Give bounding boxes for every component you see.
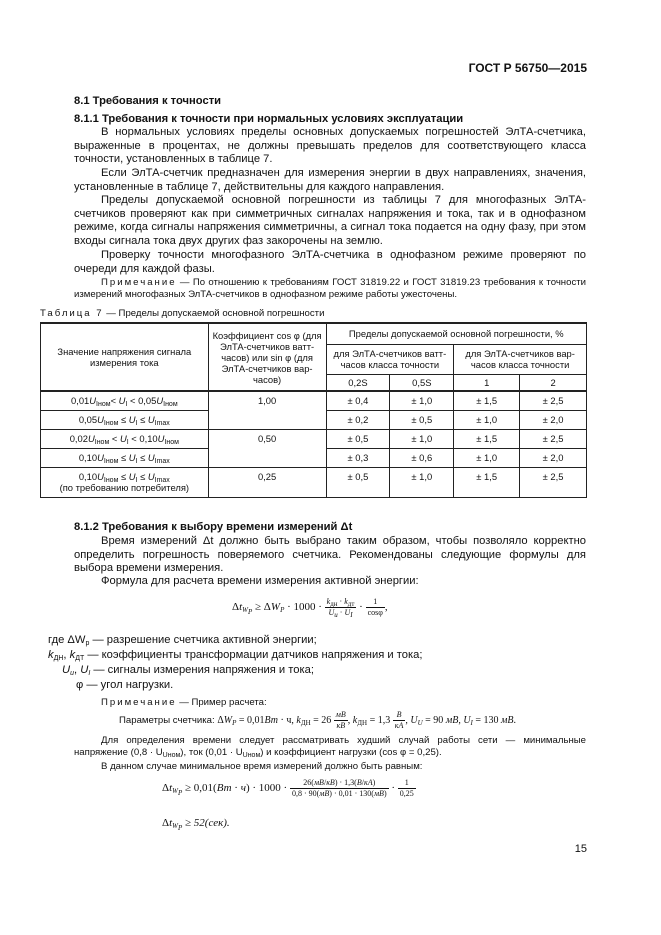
value-cell: ± 1,5 <box>454 391 520 410</box>
params-label: Параметры счетчика: <box>119 714 215 726</box>
text: ), ток (0,01 · U <box>180 747 243 759</box>
value-cell: ± 0,3 <box>326 448 390 467</box>
value-cell: ± 2,0 <box>520 410 587 429</box>
value-cell: ± 0,5 <box>390 410 454 429</box>
table-caption-text: — Пределы допускаемой основной погрешности <box>103 308 325 319</box>
header-wh: для ЭлТА-счетчиков ватт-часов класса точности <box>326 344 454 374</box>
class-cell: 0,2S <box>326 374 390 391</box>
header-coefficient: Коэффициент cos φ (для ЭлТА-счетчиков ватт-часов) или sin φ (для ЭлТА-счетчиков вар-часов) <box>208 323 326 391</box>
note-label: Примечание <box>101 697 177 708</box>
formula-active-energy: $\Delta t_{W_P} \ge \Delta W_P \cdot 1000$ · $\frac{k_{дн} \cdot k_{дт}}{U_u \cdot U_I}$ · $\frac{1}{\cos\varphi}$ , <box>232 597 388 619</box>
page-number: 15 <box>574 843 587 855</box>
definition-text: — разрешение счетчика активной энергии; <box>89 634 317 646</box>
signal-cell: $0,01U_{Iном}< U_I < 0,05U_{Iном}$ <box>41 391 209 410</box>
value-cell: ± 1,5 <box>454 429 520 448</box>
note-text: — Пример расчета: <box>176 697 267 708</box>
table-caption <box>40 308 324 320</box>
definition-text: — сигналы измерения напряжения и тока; <box>90 664 314 676</box>
text: Для определения времени следует рассматривать худший случай работы сети — минимальные напряжение (0,8 · U <box>74 735 586 759</box>
class-cell: 1 <box>454 374 520 391</box>
table-row <box>41 467 587 497</box>
text: ) и коэффициент нагрузки (cos φ = 0,25). <box>260 747 442 759</box>
formula-example: $\Delta t_{W_P} \ge 0,01(Вт \cdot ч) \cdot 1000$ · $\frac{26(мВ/кВ) \cdot 1,3(В/кА)}{0,8 \cdot 90(мВ) \cdot 0,01 \cdot 130(мВ)}$ · $\frac{1}{0,25}$ <box>162 778 414 798</box>
coef-cell: 0,25 <box>208 467 326 497</box>
value-cell: ± 2,5 <box>520 391 587 410</box>
result-text: ≥ 52(сек). <box>185 817 230 829</box>
value-cell: ± 0,2 <box>326 410 390 429</box>
signal-cell: $0,10U_{Iном} \le U_I \le U_{Imax}$ (по требованию потребителя) <box>41 467 209 497</box>
note-label: Примечание <box>101 277 177 288</box>
definition-text: — коэффициенты трансформации датчиков напряжения и тока; <box>84 649 423 661</box>
value-cell: ± 0,5 <box>326 467 390 497</box>
value-cell: ± 1,5 <box>454 467 520 497</box>
paragraph: Пределы допускаемой основной погрешности из таблицы 7 для многофазных ЭлТА-счетчиков проверяют как при симметричных сигналах напряжения и тока, так и в однофазном режиме, когда сигналы напряжения симметричны, а сигнал тока подается на одну фазу, при этом входы сигнала тока двух других фаз закорочены на землю. <box>74 194 586 247</box>
definitions <box>48 633 422 693</box>
table-row <box>41 429 587 448</box>
definition-line: φ — угол нагрузки. <box>76 679 174 691</box>
section-8-1-title: 8.1 Требования к точности <box>74 95 222 107</box>
value-cell: ± 0,6 <box>390 448 454 467</box>
section-8-1-2-title: 8.1.2 Требования к выбору времени измерений Δt <box>74 521 353 533</box>
value-cell: ± 1,0 <box>390 467 454 497</box>
value-cell: ± 2,5 <box>520 467 587 497</box>
value-cell: ± 1,0 <box>390 429 454 448</box>
value-cell: ± 1,0 <box>390 391 454 410</box>
formula-result: $\Delta t_{W_P} \ge 52(сек)$. <box>162 817 230 832</box>
meter-parameters: Параметры счетчика: $\Delta W_P = 0,01Вт \cdot ч$, $k_{ДН} = 26$ $\frac{мВ}{кВ}$ , $k_{ДН} = 1,3$ $\frac{В}{кА}$ , $U_U = 90$ мВ, $U_I = 130$ мВ. <box>119 710 517 730</box>
paragraph: Время измерений Δt должно быть выбрано таким образом, чтобы позволяло корректно определить погрешность поверяемого счетчика. Рекомендованы следующие формулы для выбора времени измерения. <box>74 535 586 575</box>
signal-cell: $0,05U_{Iном} \le U_I \le U_{Imax}$ <box>41 410 209 429</box>
coef-cell: 1,00 <box>208 391 326 429</box>
value-cell: ± 2,0 <box>520 448 587 467</box>
header-varh: для ЭлТА-счетчиков вар-часов класса точности <box>454 344 587 374</box>
note-paragraph: Для определения времени следует рассматривать худший случай работы сети — минимальные напряжение $(0,8 \cdot U_{Uном})$, ток $(0,01 \cdot U_{Uном})$ и коэффициент нагрузки (cos φ = 0,25). <box>74 735 586 760</box>
section-8-1-1-title: 8.1.1 Требования к точности при нормальных условиях эксплуатации <box>74 113 464 125</box>
paragraph: В нормальных условиях пределы основных допускаемых погрешностей ЭлТА-счетчика, выраженные в процентах, не должны превышать пределов для соответствующего класса точности, установленных в таблице 7. <box>74 126 586 166</box>
value-cell: ± 0,4 <box>326 391 390 410</box>
definition-line: где $\Delta W_p$ — разрешение счетчика активной энергии; <box>48 634 317 647</box>
value-cell: ± 1,0 <box>454 448 520 467</box>
note-paragraph: В данном случае минимальное время измерений должно быть равным: <box>101 761 423 772</box>
table-caption-label: Таблица 7 <box>40 308 104 319</box>
document-number: ГОСТ Р 56750—2015 <box>468 61 587 75</box>
table-row <box>41 391 587 410</box>
value-cell: ± 2,5 <box>520 429 587 448</box>
class-cell: 0,5S <box>390 374 454 391</box>
note-text: — По отношению к требованиям ГОСТ 31819.22 и ГОСТ 31819.23 требования к точности измерений многофазных ЭлТА-счетчиков в однофазном режиме работы ужесточены. <box>74 277 586 301</box>
note <box>74 277 586 301</box>
signal-note: (по требованию потребителя) <box>59 482 190 493</box>
paragraph: Если ЭлТА-счетчик предназначен для измерения энергии в двух направлениях, значения, установленные в таблице 7, действительны для каждого направления. <box>74 167 586 193</box>
header-signal: Значение напряжения сигнала измерения тока <box>41 323 209 391</box>
class-cell: 2 <box>520 374 587 391</box>
where-label: где ΔW <box>48 634 86 646</box>
value-cell: ± 1,0 <box>454 410 520 429</box>
definition-line: $U_u$, $U_I$ — сигналы измерения напряжения и тока; <box>62 664 314 677</box>
note <box>101 697 267 709</box>
paragraph: Проверку точности многофазного ЭлТА-счетчика в однофазном режиме проверяют по очереди для каждой фазы. <box>74 249 586 275</box>
value-cell: ± 0,5 <box>326 429 390 448</box>
paragraph: Формула для расчета времени измерения активной энергии: <box>101 575 419 587</box>
definition-line: $k_{ДН}$, $k_{ДТ}$ — коэффициенты трансформации датчиков напряжения и тока; <box>48 649 423 662</box>
coef-cell: 0,50 <box>208 429 326 467</box>
signal-cell: $0,02U_{Iном} < U_I < 0,10U_{Iном}$ <box>41 429 209 448</box>
accuracy-table <box>40 322 587 498</box>
header-limits: Пределы допускаемой основной погрешности, % <box>326 323 587 344</box>
signal-cell: $0,10U_{Iном} \le U_I \le U_{Imax}$ <box>41 448 209 467</box>
